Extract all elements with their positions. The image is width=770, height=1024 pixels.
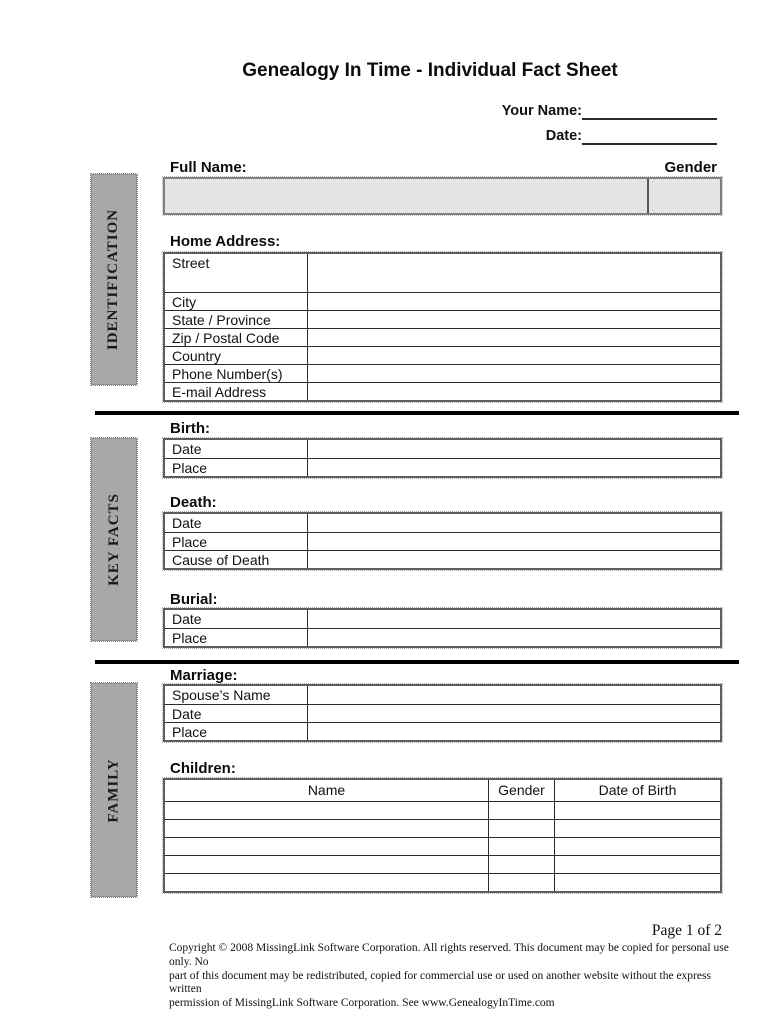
section-divider	[95, 411, 739, 415]
marriage-label: Marriage:	[170, 667, 238, 684]
child-gender-field[interactable]	[488, 838, 555, 855]
child-name-field[interactable]	[165, 802, 488, 819]
row-label: Place	[165, 533, 308, 550]
child-gender-field[interactable]	[488, 874, 555, 891]
burial-table	[163, 608, 722, 648]
children-header-row	[165, 780, 720, 801]
marriage-place-field[interactable]	[308, 723, 720, 740]
birth-date-field[interactable]	[308, 440, 720, 458]
table-row	[165, 310, 720, 328]
table-row	[165, 382, 720, 400]
sidebar-tab-family	[91, 683, 137, 897]
table-row	[165, 254, 720, 292]
table-row	[165, 328, 720, 346]
sidebar-tab-label: IDENTIFICATION	[105, 208, 122, 351]
burial-date-field[interactable]	[308, 610, 720, 628]
death-date-field[interactable]	[308, 514, 720, 532]
death-place-field[interactable]	[308, 533, 720, 550]
table-row	[165, 458, 720, 476]
date-row	[380, 126, 717, 145]
table-row	[165, 292, 720, 310]
your-name-row	[380, 101, 717, 120]
page-number: Page 1 of 2	[651, 922, 722, 939]
child-gender-field[interactable]	[488, 820, 555, 837]
sidebar-tab-key-facts	[91, 438, 137, 641]
table-row	[165, 440, 720, 458]
table-row	[165, 346, 720, 364]
full-name-box	[163, 177, 722, 215]
cause-of-death-field[interactable]	[308, 551, 720, 568]
row-label: Spouse’s Name	[165, 686, 308, 704]
date-label: Date:	[545, 128, 582, 144]
table-row	[165, 628, 720, 646]
table-row	[165, 873, 720, 891]
row-label: Date	[165, 610, 308, 628]
marriage-date-field[interactable]	[308, 705, 720, 722]
child-name-field[interactable]	[165, 820, 488, 837]
column-header-gender: Gender	[488, 780, 555, 801]
table-row	[165, 722, 720, 740]
table-row	[165, 801, 720, 819]
child-name-field[interactable]	[165, 874, 488, 891]
spouse-name-field[interactable]	[308, 686, 720, 704]
row-label: Cause of Death	[165, 551, 308, 568]
row-label: Date	[165, 440, 308, 458]
table-row	[165, 364, 720, 382]
death-label: Death:	[170, 494, 217, 511]
child-name-field[interactable]	[165, 856, 488, 873]
sidebar-tab-label: FAMILY	[105, 757, 122, 823]
state-province-field[interactable]	[308, 311, 720, 328]
gender-field[interactable]	[647, 179, 720, 213]
table-row	[165, 610, 720, 628]
zip-postal-field[interactable]	[308, 329, 720, 346]
column-header-name: Name	[307, 782, 346, 798]
home-address-label: Home Address:	[170, 233, 281, 250]
row-label: Phone Number(s)	[165, 365, 308, 382]
email-field[interactable]	[308, 383, 720, 400]
marriage-table	[163, 684, 722, 742]
death-table	[163, 512, 722, 570]
burial-label: Burial:	[170, 591, 218, 608]
copyright-line: Copyright © 2008 MissingLink Software Corporation. All rights reserved. This document may be copied for personal use only. No	[169, 942, 729, 968]
sidebar-tab-identification	[91, 174, 137, 385]
home-address-table	[163, 252, 722, 402]
row-label: City	[165, 293, 308, 310]
copyright-line: part of this document may be redistributed, copied for commercial use or used on another website without the express written	[169, 969, 711, 996]
table-row	[165, 532, 720, 550]
table-row	[165, 704, 720, 722]
table-row	[165, 855, 720, 873]
table-row	[165, 550, 720, 568]
street-field[interactable]	[308, 254, 720, 292]
date-field[interactable]	[582, 128, 717, 145]
sidebar-tab-label: KEY FACTS	[105, 493, 122, 586]
row-label: E-mail Address	[165, 383, 308, 400]
row-label: Date	[165, 514, 308, 532]
birth-table	[163, 438, 722, 478]
row-label: Place	[165, 723, 308, 740]
country-field[interactable]	[308, 347, 720, 364]
row-label: Country	[165, 347, 308, 364]
table-row	[165, 837, 720, 855]
city-field[interactable]	[308, 293, 720, 310]
child-dob-field[interactable]	[555, 820, 720, 837]
row-label: Date	[165, 705, 308, 722]
full-name-label: Full Name:	[170, 159, 247, 176]
gender-label: Gender	[664, 159, 717, 176]
row-label: Zip / Postal Code	[165, 329, 308, 346]
your-name-field[interactable]	[582, 103, 717, 120]
birth-place-field[interactable]	[308, 459, 720, 476]
copyright-notice	[169, 942, 729, 1011]
burial-place-field[interactable]	[308, 629, 720, 646]
row-label: Street	[165, 254, 308, 292]
children-table	[163, 778, 722, 893]
your-name-label: Your Name:	[501, 103, 582, 119]
full-name-field[interactable]	[165, 179, 647, 213]
row-label: State / Province	[165, 311, 308, 328]
row-label: Place	[165, 629, 308, 646]
table-row	[165, 819, 720, 837]
birth-label: Birth:	[170, 420, 210, 437]
table-row	[165, 686, 720, 704]
table-row	[165, 514, 720, 532]
copyright-line: permission of MissingLink Software Corporation. See www.GenealogyInTime.com	[169, 997, 555, 1010]
row-label: Place	[165, 459, 308, 476]
phone-field[interactable]	[308, 365, 720, 382]
child-dob-field[interactable]	[555, 856, 720, 873]
column-header-date-of-birth: Date of Birth	[598, 782, 677, 798]
section-divider	[95, 660, 739, 664]
child-dob-field[interactable]	[555, 802, 720, 819]
children-label: Children:	[170, 760, 236, 777]
page-title: Genealogy In Time - Individual Fact Sheet	[242, 60, 618, 81]
child-dob-field[interactable]	[555, 838, 720, 855]
child-name-field[interactable]	[165, 838, 488, 855]
child-gender-field[interactable]	[488, 856, 555, 873]
child-gender-field[interactable]	[488, 802, 555, 819]
child-dob-field[interactable]	[555, 874, 720, 891]
